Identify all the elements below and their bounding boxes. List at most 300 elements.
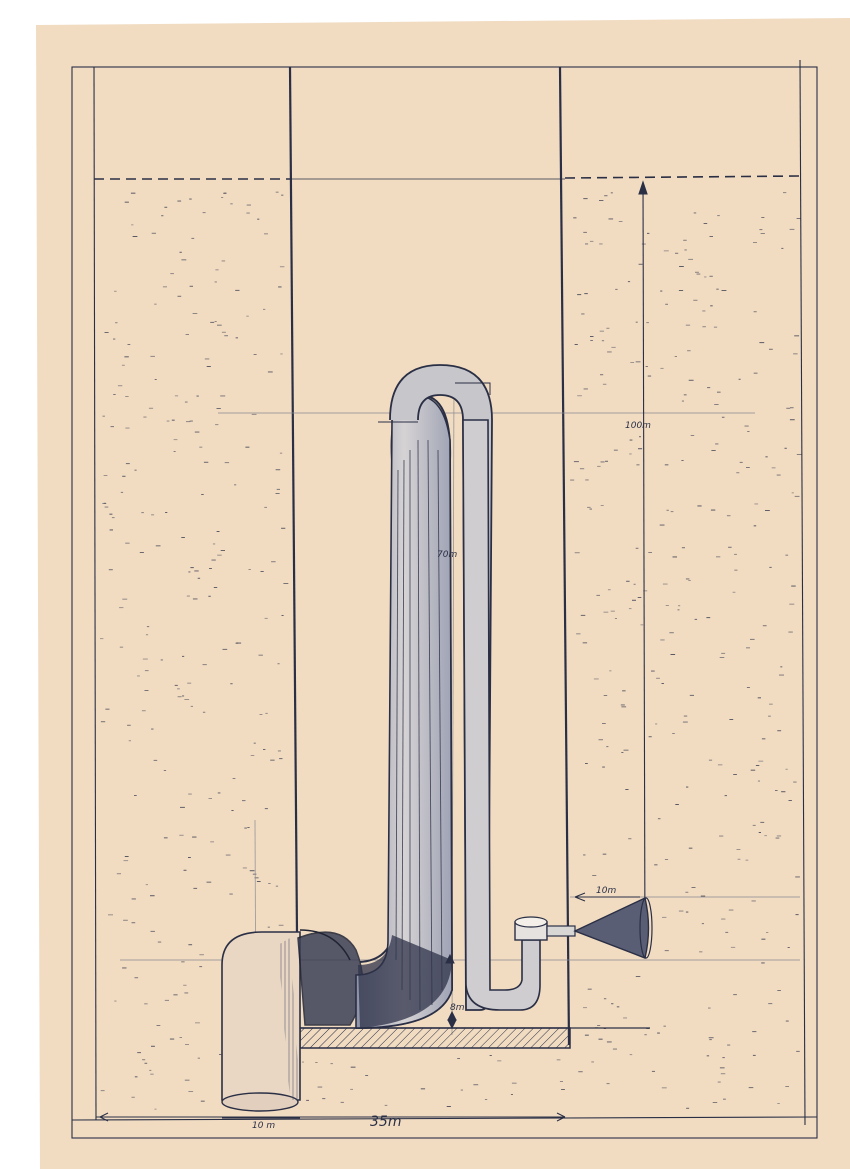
stipple-mark — [100, 638, 103, 639]
stipple-mark — [686, 912, 688, 913]
stipple-mark — [573, 217, 576, 218]
stipple-mark — [606, 328, 609, 329]
stipple-mark — [276, 886, 278, 887]
stipple-mark — [675, 253, 678, 254]
label-nozzle-width: 10m — [596, 886, 617, 896]
stipple-mark — [208, 596, 210, 597]
stipple-mark — [243, 868, 247, 869]
stipple-mark — [105, 709, 109, 710]
stipple-mark — [777, 1103, 780, 1104]
stipple-mark — [590, 241, 594, 242]
stipple-mark — [135, 470, 137, 471]
stipple-mark — [122, 968, 126, 969]
stipple-mark — [485, 1099, 487, 1100]
stipple-mark — [281, 528, 285, 529]
stipple-mark — [149, 1070, 151, 1071]
stipple-mark — [772, 467, 776, 468]
stipple-mark — [648, 552, 652, 553]
stipple-mark — [129, 740, 131, 741]
stipple-mark — [213, 544, 215, 545]
stipple-mark — [113, 339, 115, 340]
stipple-mark — [191, 706, 193, 707]
stipple-mark — [692, 887, 696, 888]
stipple-mark — [769, 567, 771, 568]
stipple-mark — [716, 289, 718, 290]
stipple-mark — [704, 277, 706, 278]
stipple-mark — [611, 192, 613, 193]
stipple-mark — [656, 678, 660, 679]
stipple-mark — [683, 722, 688, 723]
stipple-mark — [786, 769, 788, 770]
stipple-mark — [789, 604, 794, 605]
stipple-mark — [276, 469, 281, 470]
stipple-mark — [457, 1058, 460, 1059]
stipple-mark — [144, 1003, 147, 1004]
stipple-mark — [716, 556, 720, 557]
stipple-mark — [276, 192, 279, 193]
stipple-mark — [781, 248, 783, 249]
stipple-mark — [697, 506, 701, 507]
stipple-mark — [161, 215, 163, 216]
stipple-mark — [675, 356, 677, 357]
stipple-mark — [761, 963, 765, 964]
stipple-mark — [217, 325, 222, 326]
stipple-mark — [665, 859, 668, 860]
stipple-mark — [155, 379, 157, 380]
stipple-mark — [788, 947, 790, 948]
stipple-mark — [175, 685, 178, 686]
stipple-mark — [182, 656, 184, 657]
stipple-mark — [194, 571, 198, 572]
stipple-mark — [204, 462, 208, 463]
stipple-mark — [236, 643, 241, 644]
stipple-mark — [264, 507, 267, 508]
stipple-mark — [796, 1051, 800, 1052]
stipple-mark — [150, 895, 155, 896]
stipple-mark — [600, 331, 604, 332]
stipple-mark — [179, 835, 183, 836]
stipple-mark — [756, 765, 759, 766]
stipple-mark — [135, 977, 139, 978]
stipple-mark — [636, 464, 639, 465]
stipple-mark — [734, 554, 737, 555]
stipple-mark — [512, 1083, 517, 1084]
stipple-mark — [247, 205, 251, 206]
stipple-mark — [797, 218, 801, 219]
stipple-mark — [702, 311, 705, 312]
stipple-mark — [164, 207, 167, 208]
stipple-mark — [185, 1080, 190, 1081]
stipple-mark — [607, 1042, 612, 1043]
stipple-mark — [786, 408, 790, 409]
stipple-mark — [747, 431, 749, 432]
stipple-mark — [118, 385, 122, 386]
stipple-mark — [125, 428, 129, 429]
stipple-mark — [682, 401, 684, 402]
stipple-mark — [222, 261, 226, 262]
stipple-mark — [759, 832, 761, 833]
stipple-mark — [131, 193, 136, 194]
stipple-mark — [140, 552, 144, 553]
stipple-mark — [654, 864, 657, 865]
stipple-mark — [678, 609, 680, 610]
stipple-mark — [602, 340, 604, 341]
stipple-mark — [149, 408, 153, 409]
stipple-mark — [195, 1022, 200, 1023]
stipple-mark — [709, 760, 712, 761]
stipple-mark — [689, 848, 693, 849]
stipple-mark — [665, 304, 668, 305]
stipple-mark — [221, 550, 225, 551]
stipple-mark — [600, 374, 603, 375]
stipple-mark — [351, 1067, 356, 1068]
stipple-mark — [707, 1055, 709, 1056]
stipple-mark — [244, 828, 247, 829]
stipple-mark — [689, 380, 694, 381]
stipple-mark — [750, 639, 755, 640]
stipple-mark — [172, 420, 175, 421]
pump-housing — [298, 930, 363, 1025]
stipple-mark — [768, 1003, 772, 1004]
stipple-mark — [660, 291, 662, 292]
stipple-mark — [672, 733, 675, 734]
stipple-mark — [151, 729, 153, 730]
stipple-mark — [777, 475, 781, 476]
stipple-mark — [611, 1003, 613, 1004]
stipple-mark — [667, 510, 669, 511]
stipple-mark — [639, 436, 641, 437]
stipple-mark — [103, 416, 105, 417]
stipple-mark — [615, 289, 617, 290]
stipple-mark — [604, 998, 606, 999]
stipple-mark — [786, 1021, 789, 1022]
stipple-mark — [739, 379, 741, 380]
stipple-mark — [104, 475, 108, 476]
stipple-mark — [164, 770, 166, 771]
stipple-mark — [235, 290, 239, 291]
stipple-mark — [721, 1073, 726, 1074]
stipple-mark — [490, 1055, 492, 1056]
stipple-mark — [681, 460, 683, 461]
stipple-mark — [583, 1007, 587, 1008]
label-depth-right: 100m — [625, 421, 651, 431]
stipple-mark — [753, 1055, 756, 1056]
stipple-mark — [665, 464, 669, 465]
stipple-mark — [207, 366, 211, 367]
stipple-mark — [710, 305, 713, 306]
stipple-mark — [230, 203, 232, 204]
stipple-mark — [110, 530, 113, 531]
stipple-mark — [585, 480, 589, 481]
stipple-mark — [134, 795, 137, 796]
stipple-mark — [220, 396, 225, 397]
stipple-mark — [119, 607, 123, 608]
stipple-mark — [214, 587, 217, 588]
stipple-mark — [728, 547, 732, 548]
stipple-mark — [738, 859, 741, 860]
stipple-mark — [630, 362, 634, 363]
stipple-mark — [181, 961, 184, 962]
stipple-mark — [184, 699, 189, 700]
stipple-mark — [278, 751, 281, 752]
stipple-mark — [747, 687, 750, 688]
stipple-mark — [604, 195, 607, 196]
stipple-mark — [157, 1025, 161, 1026]
stipple-mark — [195, 432, 200, 433]
stipple-mark — [658, 818, 661, 819]
stipple-mark — [215, 269, 218, 270]
stipple-mark — [740, 462, 743, 463]
stipple-mark — [636, 976, 641, 977]
stipple-mark — [701, 896, 705, 897]
stipple-mark — [261, 571, 264, 572]
stipple-mark — [684, 394, 687, 395]
stipple-mark — [120, 647, 123, 648]
stipple-mark — [124, 356, 128, 357]
stipple-mark — [257, 881, 261, 882]
stipple-mark — [624, 750, 629, 751]
stipple-mark — [746, 647, 750, 648]
stipple-mark — [608, 589, 611, 590]
stipple-mark — [718, 764, 723, 765]
stipple-mark — [619, 221, 623, 222]
stipple-mark — [699, 951, 702, 952]
stipple-mark — [594, 679, 599, 680]
stipple-mark — [679, 290, 683, 291]
stipple-mark — [781, 791, 785, 792]
stipple-mark — [190, 286, 193, 287]
stipple-mark — [217, 408, 221, 409]
stipple-mark — [167, 421, 170, 422]
stipple-mark — [132, 899, 136, 900]
stipple-mark — [121, 492, 123, 493]
stipple-mark — [122, 365, 125, 366]
stipple-mark — [679, 266, 684, 267]
stipple-mark — [636, 322, 638, 323]
stipple-mark — [145, 1063, 148, 1064]
stipple-mark — [577, 294, 581, 295]
stipple-mark — [785, 555, 788, 556]
stipple-mark — [105, 332, 109, 333]
stipple-mark — [181, 537, 185, 538]
stipple-mark — [719, 836, 723, 837]
stipple-mark — [146, 884, 148, 885]
stipple-mark — [104, 503, 106, 504]
stipple-mark — [794, 335, 799, 336]
stipple-mark — [585, 763, 588, 764]
stipple-mark — [669, 632, 673, 633]
stipple-mark — [617, 1006, 620, 1007]
stipple-mark — [596, 595, 600, 596]
stipple-mark — [209, 798, 213, 799]
stipple-mark — [629, 608, 632, 609]
label-base-height: 8m — [450, 1003, 465, 1013]
stipple-mark — [601, 505, 604, 506]
stipple-mark — [660, 368, 663, 369]
stipple-mark — [184, 870, 187, 871]
stipple-mark — [714, 327, 717, 328]
stipple-mark — [671, 511, 674, 512]
stipple-mark — [245, 447, 249, 448]
stipple-mark — [184, 993, 188, 994]
stipple-mark — [599, 1039, 603, 1040]
stipple-mark — [145, 690, 149, 691]
stipple-mark — [717, 215, 720, 216]
stipple-mark — [707, 387, 710, 388]
stipple-mark — [225, 462, 229, 463]
stipple-mark — [242, 800, 246, 801]
stipple-mark — [688, 259, 693, 260]
stipple-mark — [101, 721, 105, 722]
stipple-mark — [759, 342, 764, 343]
stipple-mark — [614, 450, 618, 451]
stipple-mark — [233, 778, 236, 779]
stipple-mark — [223, 193, 226, 194]
stipple-mark — [365, 1075, 368, 1076]
stipple-mark — [636, 361, 641, 362]
stipple-mark — [758, 697, 761, 698]
stipple-mark — [765, 456, 767, 457]
stipple-mark — [646, 322, 649, 323]
stipple-mark — [215, 282, 217, 283]
stipple-mark — [647, 233, 649, 234]
stipple-mark — [751, 770, 756, 771]
stipple-mark — [210, 841, 214, 842]
stipple-mark — [649, 736, 652, 737]
stipple-mark — [634, 584, 636, 585]
stipple-mark — [791, 586, 796, 587]
stipple-mark — [602, 723, 606, 724]
stipple-mark — [279, 758, 282, 759]
stipple-mark — [189, 199, 192, 200]
stipple-mark — [185, 402, 188, 403]
stipple-mark — [664, 1026, 666, 1027]
stipple-mark — [203, 712, 205, 713]
stipple-mark — [702, 326, 706, 327]
stipple-mark — [198, 1058, 200, 1059]
stipple-mark — [276, 493, 280, 494]
stipple-mark — [115, 322, 117, 323]
stipple-mark — [150, 1074, 153, 1075]
stipple-mark — [683, 240, 687, 241]
stipple-mark — [497, 1060, 501, 1061]
stipple-mark — [638, 448, 642, 449]
stipple-mark — [769, 704, 773, 705]
stipple-mark — [611, 611, 615, 612]
stipple-mark — [737, 849, 741, 850]
stipple-mark — [793, 782, 796, 783]
stipple-mark — [122, 599, 127, 600]
stipple-mark — [199, 966, 202, 967]
stipple-mark — [583, 855, 585, 856]
stipple-mark — [268, 927, 270, 928]
stipple-mark — [590, 336, 594, 337]
stipple-mark — [592, 875, 596, 876]
stipple-mark — [282, 615, 284, 616]
stipple-mark — [173, 994, 177, 995]
stipple-mark — [662, 683, 664, 684]
stipple-mark — [721, 653, 725, 654]
stipple-mark — [715, 444, 718, 445]
label-pipe-height: 70m — [437, 550, 458, 560]
stipple-mark — [280, 354, 282, 355]
stipple-mark — [151, 931, 155, 932]
stipple-mark — [175, 395, 178, 396]
stipple-mark — [180, 1037, 183, 1038]
stipple-mark — [754, 525, 757, 526]
stipple-mark — [621, 705, 625, 706]
stipple-mark — [188, 1091, 193, 1092]
stipple-mark — [215, 424, 218, 425]
stipple-mark — [706, 617, 710, 618]
stipple-mark — [217, 531, 220, 532]
stipple-mark — [702, 923, 704, 924]
stipple-mark — [685, 892, 688, 893]
stipple-mark — [673, 557, 678, 558]
stipple-mark — [785, 448, 787, 449]
stipple-mark — [187, 683, 191, 684]
stipple-mark — [621, 752, 623, 753]
stipple-mark — [687, 350, 691, 351]
stipple-mark — [142, 1059, 145, 1060]
stipple-mark — [599, 200, 603, 201]
stipple-mark — [137, 676, 140, 677]
stipple-mark — [188, 572, 190, 573]
stipple-mark — [560, 1081, 563, 1082]
stipple-mark — [780, 666, 782, 667]
stipple-mark — [684, 716, 687, 717]
stipple-mark — [777, 836, 781, 837]
stipple-mark — [146, 634, 148, 635]
stipple-mark — [622, 690, 626, 691]
stipple-mark — [135, 1076, 138, 1077]
stipple-mark — [733, 774, 737, 775]
stipple-mark — [686, 325, 690, 326]
stipple-mark — [693, 300, 697, 301]
stipple-mark — [190, 567, 193, 568]
stipple-mark — [180, 252, 182, 253]
stipple-mark — [263, 309, 265, 310]
stipple-mark — [158, 942, 161, 943]
stipple-mark — [711, 450, 715, 451]
stipple-mark — [690, 695, 694, 696]
stipple-mark — [665, 950, 669, 951]
stipple-mark — [660, 640, 664, 641]
stipple-mark — [165, 1000, 169, 1001]
stipple-mark — [752, 901, 756, 902]
stipple-mark — [723, 1099, 726, 1100]
stipple-mark — [642, 244, 646, 245]
stipple-mark — [259, 655, 263, 656]
stipple-mark — [790, 419, 795, 420]
stipple-mark — [720, 1067, 725, 1068]
stipple-mark — [188, 794, 192, 795]
stipple-mark — [561, 1089, 565, 1090]
stipple-mark — [623, 1018, 627, 1019]
stipple-mark — [603, 384, 607, 385]
stipple-mark — [602, 767, 605, 768]
stipple-mark — [223, 649, 228, 650]
stipple-mark — [727, 515, 731, 516]
stipple-mark — [626, 581, 630, 582]
stipple-mark — [251, 755, 255, 756]
stipple-mark — [636, 548, 639, 549]
stipple-mark — [710, 276, 713, 277]
stipple-mark — [720, 657, 725, 658]
stipple-mark — [137, 1052, 141, 1053]
stipple-mark — [709, 1037, 714, 1038]
stipple-mark — [663, 584, 668, 585]
